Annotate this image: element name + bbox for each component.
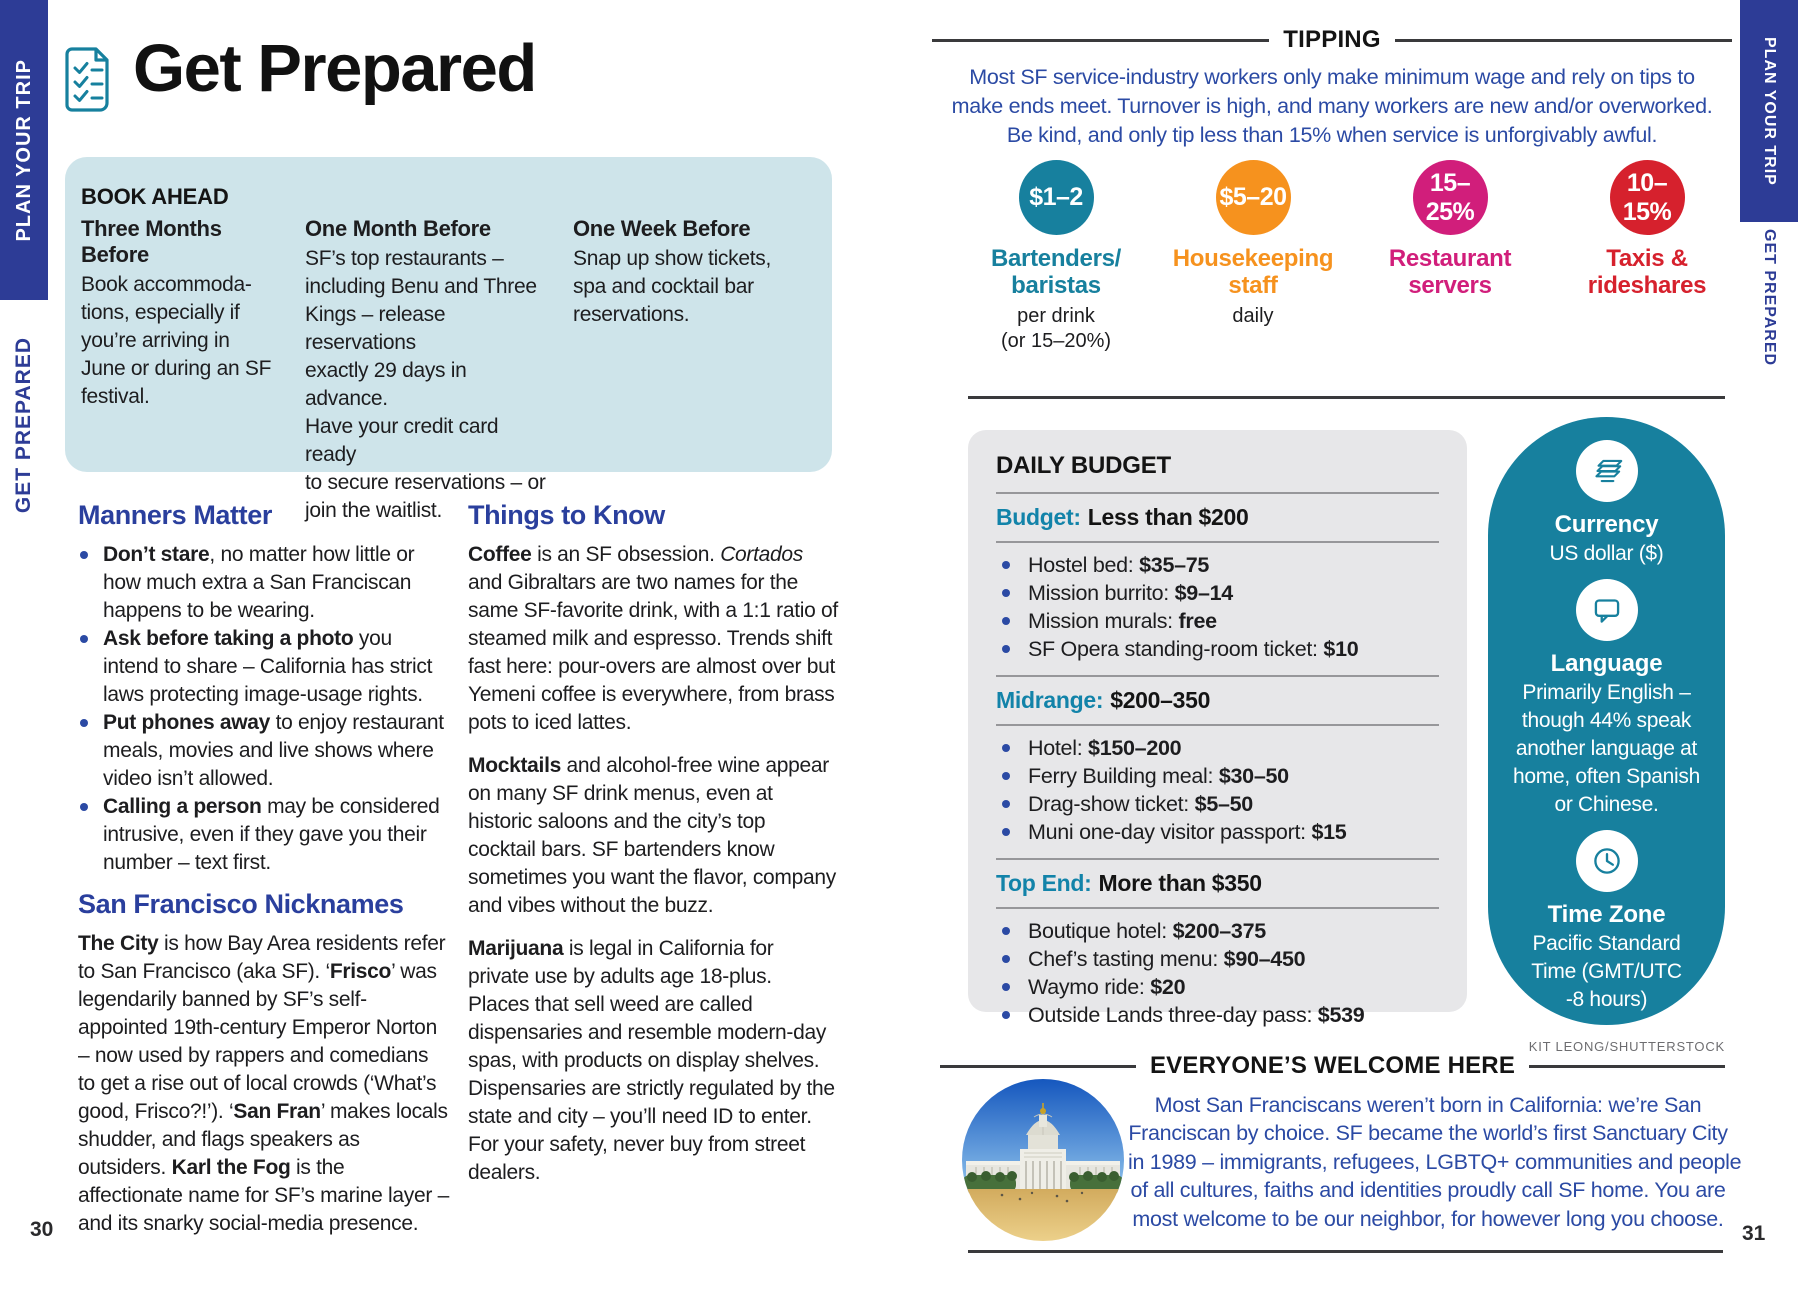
book-ahead-column	[305, 216, 552, 525]
book-ahead-column-body: Snap up show tickets, spa and cocktail bar reservations.	[573, 247, 771, 326]
budget-tier-label: Budget:	[996, 504, 1081, 530]
budget-item-value: $30–50	[1218, 764, 1289, 788]
budget-tier-label: Midrange:	[996, 687, 1104, 713]
budget-tier-heading	[996, 870, 1439, 897]
bullet-dot-icon	[1002, 828, 1010, 836]
bullet-dot-icon	[80, 803, 88, 811]
budget-item-name: Drag-show ticket:	[1028, 792, 1195, 816]
rule-line	[996, 541, 1439, 543]
book-ahead-column	[81, 216, 284, 525]
budget-item-name: SF Opera standing-room ticket:	[1028, 637, 1324, 661]
language-value: Primarily English – though 44% speak another language at home, often Spanish or Chinese.	[1513, 681, 1700, 816]
budget-item-name: Muni one-day visitor passport:	[1028, 820, 1312, 844]
tip-sublabel: per drink (or 15–20%)	[1000, 305, 1112, 352]
bullet-dot-icon	[1002, 645, 1010, 653]
manners-bullet-item	[78, 793, 450, 877]
bullet-dot-icon	[1002, 955, 1010, 963]
tipping-item-housekeeping	[1155, 160, 1351, 329]
budget-item	[996, 818, 1439, 846]
things-paragraph: Coffee is an SF obsession. Cortados and Gibraltars are two names for the same SF-favorite drink, with a 1:1 ratio of steamed milk and espresso. Trends shift fast here: pour-overs are almost over but Yemeni coffee is everywhere, from brass pots to iced lattes.	[468, 543, 838, 734]
tip-amount-badge	[1019, 160, 1094, 235]
tipping-item-servers	[1352, 160, 1548, 304]
budget-item-name: Mission murals:	[1028, 609, 1179, 633]
nicknames-heading: San Francisco Nicknames	[78, 889, 404, 919]
budget-item-value: $20	[1150, 975, 1186, 999]
speech-bubble-icon	[1576, 579, 1638, 641]
left-page-number: 30	[30, 1218, 54, 1241]
book-ahead-column	[573, 216, 788, 525]
budget-item	[996, 790, 1439, 818]
book-ahead-columns	[81, 216, 812, 525]
tipping-intro: Most SF service-industry workers only make minimum wage and rely on tips to make ends meet. Turnover is high, and many workers are new and/or overworked. Be kind, and only tip less than 15% when service is unforgivably awful.	[951, 65, 1713, 147]
budget-item-name: Hotel:	[1028, 736, 1089, 760]
manners-and-nicknames-column	[78, 500, 450, 1238]
budget-item-value: $150–200	[1088, 736, 1182, 760]
book-ahead-column-heading: One Month Before	[305, 216, 491, 241]
budget-item-name: Ferry Building meal:	[1028, 764, 1219, 788]
daily-budget-title: DAILY BUDGET	[996, 452, 1171, 479]
rule-line	[996, 675, 1439, 677]
photo-credit: KIT LEONG/SHUTTERSTOCK	[1528, 1039, 1725, 1054]
budget-item	[996, 762, 1439, 790]
bullet-dot-icon	[1002, 561, 1010, 569]
budget-item-value: free	[1178, 609, 1217, 633]
tip-amount: 15–25%	[1425, 168, 1475, 226]
budget-item	[996, 734, 1439, 762]
budget-item-value: $539	[1317, 1003, 1365, 1027]
budget-tier-range: Less than $200	[1087, 504, 1249, 530]
rule-line	[996, 907, 1439, 909]
budget-tier-range: More than $350	[1098, 870, 1262, 896]
rule-line	[940, 1065, 1136, 1068]
budget-item-name: Mission burrito:	[1028, 581, 1175, 605]
tip-label: Restaurant servers	[1388, 245, 1512, 299]
budget-item-value: $35–75	[1139, 553, 1210, 577]
welcome-title: EVERYONE’S WELCOME HERE	[1149, 1052, 1516, 1079]
rule-line	[932, 39, 1269, 42]
rule-line	[996, 724, 1439, 726]
right-sidebar-chapter-label: PLAN YOUR TRIP	[1761, 36, 1778, 186]
things-heading: Things to Know	[468, 500, 665, 530]
manners-bullet-item	[78, 625, 450, 709]
clock-icon	[1576, 830, 1638, 892]
budget-item-list	[996, 917, 1439, 1029]
nicknames-paragraph: The City is how Bay Area residents refer to San Francisco (aka SF). ‘Frisco’ was legendarily banned by SF’s self-appointed 19th-century Emperor Norton – now used by rappers and comedians to get a rise out of local crowds (‘What’s good, Frisco?!’). ‘San Fran’ makes locals shudder, and flags speakers as outsiders. Karl the Fog is the affectionate name for SF’s marine layer – and its snarky social-media presence.	[78, 932, 449, 1235]
tipping-item-bartenders	[958, 160, 1154, 354]
tipping-title: TIPPING	[1283, 26, 1381, 53]
rule-line	[996, 858, 1439, 860]
things-paragraph: Mocktails and alcohol-free wine appear on many SF drink menus, even at historic saloons and the city’s top cocktail bars. SF bartenders know sometimes you want the flavor, company and vibes without the buzz.	[468, 754, 836, 917]
page-title: Get Prepared	[133, 31, 536, 106]
book-ahead-column-heading: Three Months Before	[81, 216, 222, 267]
bullet-dot-icon	[1002, 1011, 1010, 1019]
book-ahead-column-body: Book accommoda- tions, especially if you’re arriving in June or during an SF festival.	[81, 273, 272, 408]
budget-item-value: $9–14	[1174, 581, 1233, 605]
things-paragraph: Marijuana is legal in California for private use by adults age 18-plus. Places that sell weed are called dispensaries and resemble modern-day spas, with products on display shelves. Dispensaries are strictly regulated by the state and city – you’ll need ID to enter. For your safety, never buy from street dealers.	[468, 937, 835, 1184]
bullet-text: Don’t stare, no matter how little or how much extra a San Franciscan happens to be wearing.	[103, 543, 415, 622]
left-sidebar-chapter-label: PLAN YOUR TRIP	[12, 58, 35, 242]
tipping-title-row	[932, 26, 1732, 54]
bullet-text: Ask before taking a photo you intend to share – California has strict laws protecting image-usage rights.	[103, 627, 433, 706]
bullet-dot-icon	[80, 635, 88, 643]
currency-value: US dollar ($)	[1549, 542, 1664, 565]
tip-amount: 10–15%	[1622, 168, 1672, 226]
rule-line	[1529, 1065, 1725, 1068]
right-page-number: 31	[1742, 1222, 1766, 1245]
budget-item-name: Waymo ride:	[1028, 975, 1151, 999]
budget-item	[996, 945, 1439, 973]
cash-icon	[1576, 440, 1638, 502]
checklist-document-icon	[64, 46, 111, 117]
budget-tier-heading	[996, 504, 1439, 531]
tip-amount: $5–20	[1219, 183, 1287, 211]
tipping-items	[932, 160, 1732, 380]
bullet-text: Put phones away to enjoy restaurant meals, movies and live shows where video isn’t allowed.	[103, 711, 444, 790]
manners-bullet-item	[78, 709, 450, 793]
bottom-rule	[968, 1250, 1723, 1253]
section-divider-rule	[968, 396, 1725, 399]
bullet-dot-icon	[80, 719, 88, 727]
tip-amount-badge	[1216, 160, 1291, 235]
budget-tier	[996, 492, 1439, 663]
book-ahead-title: BOOK AHEAD	[81, 184, 229, 209]
bullet-text: Calling a person may be considered intrusive, even if they gave you their number – text first.	[103, 795, 440, 874]
daily-budget-tiers	[996, 492, 1439, 1029]
tipping-item-taxis	[1549, 160, 1745, 304]
currency-title: Currency	[1554, 511, 1659, 538]
bullet-dot-icon	[1002, 744, 1010, 752]
tip-amount-badge	[1610, 160, 1685, 235]
right-sidebar-strip	[1740, 0, 1798, 222]
tip-amount: $1–2	[1029, 183, 1083, 211]
bullet-dot-icon	[1002, 927, 1010, 935]
tip-sublabel: daily	[1232, 305, 1274, 327]
tip-label: Taxis & rideshares	[1587, 245, 1707, 299]
daily-budget-box	[968, 430, 1467, 1027]
budget-item	[996, 1001, 1439, 1029]
bullet-dot-icon	[80, 551, 88, 559]
tip-label: Housekeeping staff	[1172, 245, 1334, 299]
budget-item	[996, 579, 1439, 607]
manners-bullet-list	[78, 541, 450, 877]
right-sidebar-section-label: GET PREPARED	[1761, 229, 1778, 367]
budget-item-value: $10	[1323, 637, 1359, 661]
timezone-title: Time Zone	[1547, 901, 1666, 928]
budget-item-value: $5–50	[1194, 792, 1253, 816]
tipping-section	[932, 26, 1732, 380]
budget-tier-label: Top End:	[996, 870, 1092, 896]
tip-amount-badge	[1413, 160, 1488, 235]
welcome-paragraph: Most San Franciscans weren’t born in California: we’re San Franciscan by choice. SF became the world’s first Sanctuary City in 1989 – immigrants, refugees, LGBTQ+ communities and people of all cultures, faiths and identities proudly call SF home. You are most welcome to be our neighbor, for however long you choose.	[1128, 1093, 1742, 1231]
left-sidebar-section-label: GET PREPARED	[12, 336, 35, 514]
manners-bullet-item	[78, 541, 450, 625]
book-ahead-column-body: SF’s top restaurants – including Benu and Three Kings – release reservations exactly 29 days in advance. Have your credit card ready to secure reservations – or join the waitlist.	[305, 247, 546, 522]
bullet-dot-icon	[1002, 589, 1010, 597]
budget-item	[996, 607, 1439, 635]
budget-tier	[996, 858, 1439, 1029]
things-to-know-column	[468, 500, 838, 1202]
budget-item-list	[996, 551, 1439, 663]
bullet-dot-icon	[1002, 617, 1010, 625]
budget-item-value: $15	[1311, 820, 1347, 844]
language-title: Language	[1550, 650, 1663, 677]
budget-item	[996, 917, 1439, 945]
budget-item	[996, 551, 1439, 579]
timezone-value: Pacific Standard Time (GMT/UTC -8 hours)	[1531, 932, 1682, 1011]
budget-item-name: Outside Lands three-day pass:	[1028, 1003, 1318, 1027]
budget-item	[996, 635, 1439, 663]
manners-heading: Manners Matter	[78, 500, 272, 530]
welcome-title-row	[940, 1052, 1725, 1080]
budget-item-name: Chef’s tasting menu:	[1028, 947, 1224, 971]
tip-label: Bartenders/ baristas	[990, 245, 1122, 299]
things-paragraphs	[468, 541, 838, 1187]
book-ahead-column-heading: One Week Before	[573, 216, 751, 241]
rule-line	[996, 492, 1439, 494]
welcome-section	[940, 1052, 1725, 1080]
budget-item-value: $90–450	[1223, 947, 1306, 971]
left-sidebar-strip	[0, 0, 48, 300]
budget-item-list	[996, 734, 1439, 846]
bullet-dot-icon	[1002, 983, 1010, 991]
essential-info-panel	[1488, 417, 1725, 1025]
budget-item-name: Boutique hotel:	[1028, 919, 1173, 943]
budget-item	[996, 973, 1439, 1001]
city-hall-photo	[962, 1079, 1124, 1241]
budget-tier-range: $200–350	[1110, 687, 1211, 713]
bullet-dot-icon	[1002, 772, 1010, 780]
bullet-dot-icon	[1002, 800, 1010, 808]
budget-item-value: $200–375	[1172, 919, 1266, 943]
budget-item-name: Hostel bed:	[1028, 553, 1140, 577]
budget-tier-heading	[996, 687, 1439, 714]
budget-tier	[996, 675, 1439, 846]
rule-line	[1395, 39, 1732, 42]
